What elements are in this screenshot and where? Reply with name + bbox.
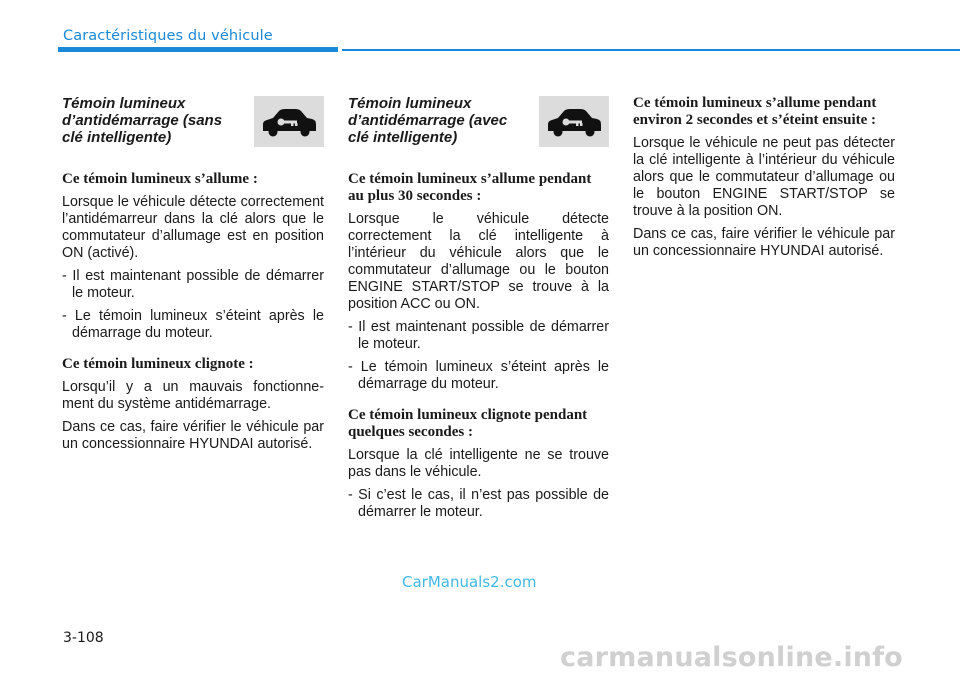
- section-title: Témoin lumineux d’antidémarrage (sans clé intelligente): [62, 95, 223, 146]
- subheading: Ce témoin lumineux clignote :: [62, 356, 254, 372]
- column-continued: [633, 95, 895, 266]
- bullet-item: - Le témoin lumineux s’éteint après le démarrage du moteur.: [348, 359, 609, 392]
- bullet-item: - Le témoin lumineux s’éteint après le démarrage du moteur.: [62, 308, 324, 341]
- paragraph: Dans ce cas, faire vérifier le véhicule par un concessionnaire HYUNDAI autorisé.: [633, 226, 895, 259]
- header-rule-thin: [342, 49, 960, 51]
- page-number: 3-108: [63, 630, 104, 646]
- watermark-carmanuals2: CarManuals2.com: [402, 573, 537, 591]
- paragraph: Lorsque la clé intelligente ne se trouve pas dans le véhicule.: [348, 447, 609, 480]
- column-immobilizer-smart-key: [348, 95, 609, 527]
- bullet-item: - Il est maintenant possible de démarrer le moteur.: [62, 268, 324, 301]
- paragraph: Lorsque le véhicule détecte correctement l’antidémarreur dans la clé alors que le commutateur d’allumage est en position ON (activé).: [62, 194, 324, 261]
- section-title: Témoin lumineux d’antidémarrage (avec clé intelligente): [348, 95, 508, 146]
- section-header: [62, 95, 324, 159]
- subheading: Ce témoin lumineux clignote pendant quelques secondes :: [348, 407, 588, 440]
- immobilizer-indicator: [254, 96, 324, 147]
- immobilizer-car-key-icon: [544, 107, 604, 137]
- header-title: Caractéristiques du véhicule: [63, 28, 273, 44]
- paragraph: Lorsque le véhicule détecte correctement la clé intelligente à l’intérieur du véhicule alors que le commutateur d’allumage ou le bouton ENGINE START/STOP se trouve à la position ACC ou ON.: [348, 211, 609, 312]
- header-rule-thick: [58, 47, 338, 52]
- section-header: [348, 95, 609, 159]
- paragraph: Dans ce cas, faire vérifier le véhicule par un concessionnaire HYUNDAI autorisé.: [62, 419, 324, 452]
- column-immobilizer-no-smart-key: [62, 95, 324, 459]
- paragraph: Lorsque le véhicule ne peut pas détecter la clé intelligente à l’intérieur du véhicule alors que le commutateur d’allumage ou le bouton ENGINE START/STOP se trouve à la position ON.: [633, 135, 895, 219]
- immobilizer-indicator: [539, 96, 609, 147]
- subheading: Ce témoin lumineux s’allume :: [62, 171, 258, 187]
- bullet-item: - Si c’est le cas, il n’est pas possible de démarrer le moteur.: [348, 487, 609, 520]
- paragraph: Lorsqu’il y a un mauvais fonctionne- ment du système antidémarrage.: [62, 379, 324, 412]
- subheading: Ce témoin lumineux s’allume pendant environ 2 secondes et s’éteint ensuite :: [633, 95, 877, 128]
- immobilizer-car-key-icon: [259, 107, 319, 137]
- subheading: Ce témoin lumineux s’allume pendant au plus 30 secondes :: [348, 171, 592, 204]
- watermark-carmanualsonline: carmanualsonline.info: [560, 642, 903, 673]
- bullet-item: - Il est maintenant possible de démarrer le moteur.: [348, 319, 609, 352]
